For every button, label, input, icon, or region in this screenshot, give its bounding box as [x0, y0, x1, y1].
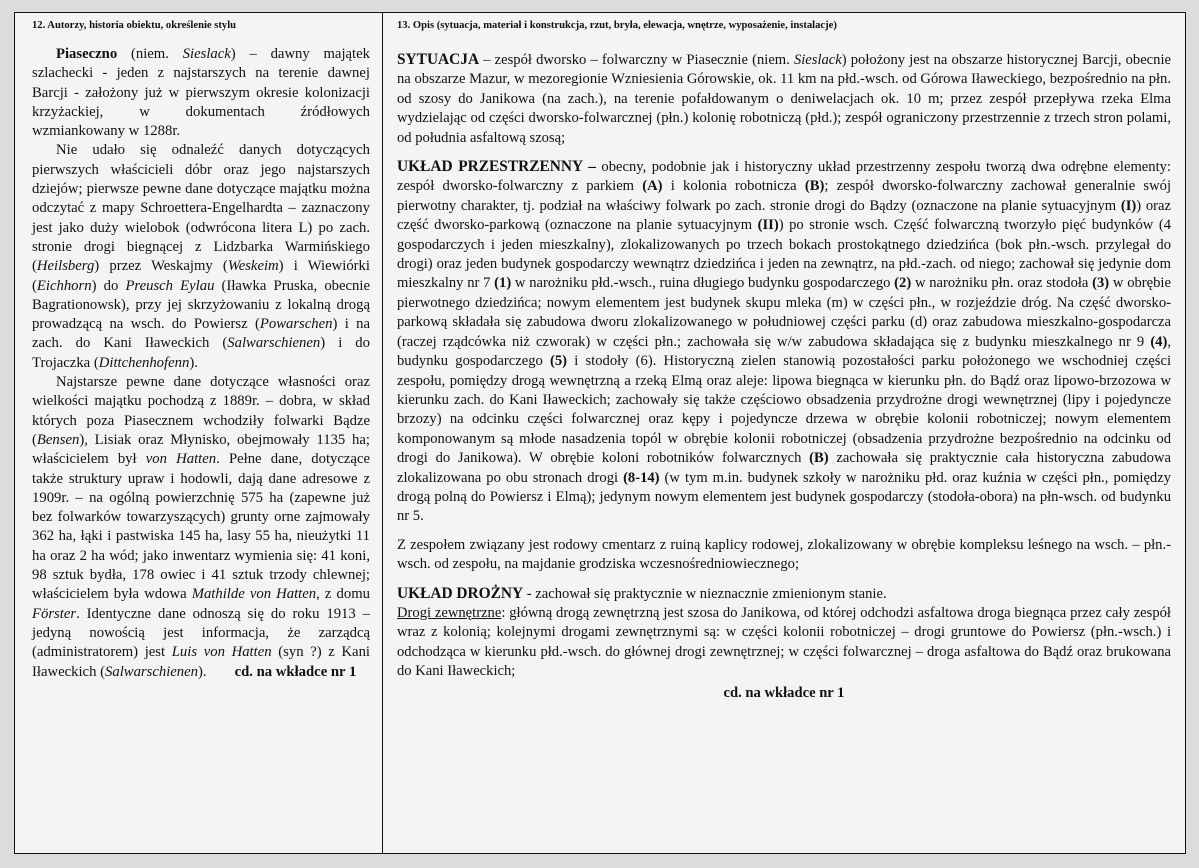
- situation-heading: SYTUACJA: [397, 51, 480, 68]
- history-continued-note: cd. na wkładce nr 1: [234, 663, 357, 680]
- history-column-header: 12. Autorzy, historia obiektu, określenie stylu: [32, 20, 237, 31]
- record-sheet: [14, 12, 1186, 854]
- external-roads-label: Drogi zewnętrzne: [397, 604, 502, 621]
- history-paragraph-3: Najstarsze pewne dane dotyczące własności oraz wielkości majątku pochodzą z 1889r. – dobra, w skład których poza Piasecznem wchodziły folwarki Bądze (Bensen), Lisiak oraz Młynisko, obejmowały 1135 ha; właścicielem był von Hatten. Pełne dane, dotyczące także struktury upraw i hodowli, dają dane adresowe z 1909r. – na ogólną powierzchnię 575 ha (zapewne już bez folwarków towarzyszących) grunty orne zajmowały 362 ha, łąki i pastwiska 145 ha, lasy 55 ha, nieużytki 11 ha oraz 2 ha wód; jako inwentarz wymienia się: 41 koni, 98 sztuk bydła, 178 owiec i 41 sztuk trzody chlewnej; właścicielem była wdowa Mathilde von Hatten, z domu Förster. Identyczne dane odnoszą się do roku 1913 – jedyną nowością jest informacja, że zarządcą (administratorem) jest Luis von Hatten (syn ?) z Kani Iławeckich (Salwarschienen). cd. na wkładce nr 1: [32, 374, 371, 680]
- history-column: [15, 13, 383, 853]
- situation-section: SYTUACJA – zespół dworsko – folwarczny w Piasecznie (niem. Sieslack) położony jest na obszarze historycznej Barcji, obecnie na obszarze Mazur, w mezoregionie Wzniesienia Górowskie, ok. 11 km na płd.-wsch. od Górowa Iławeckiego, bezpośrednio na płn. od szosy do Janikowa (na zach.), na terenie pofałdowanym o deniwelacjach ok. 10 m; przez zespół przepływa rzeka Elma wydzielając od części dworsko-folwarcznej (płn.) kolonię robotniczą (płd.); zespół ograniczony przestrzennie z trzech stron polami, od południa asfaltową szosą;: [397, 51, 1171, 146]
- road-layout-heading: UKŁAD DROŻNY: [397, 584, 524, 602]
- description-continued-note: cd. na wkładce nr 1: [723, 684, 845, 701]
- description-column: [383, 13, 1185, 853]
- road-layout-section: UKŁAD DROŻNY - zachował się praktycznie w nieznacznie zmienionym stanie. Drogi zewnętrzne: główną drogą zewnętrzną jest szosa do Janikowa, od której odchodzi asfaltowa droga biegnąca przez cały zespół wraz z kolonią; kolejnymi drogami zewnętrznymi są: w części kolonii robotniczej – drogi gruntowe do Powiersz (płn.-wsch.) i odchodząca w kierunku płd.-wsch. do głównej drogi zewnętrznej; w części folwarcznej – droga asfaltowa do Bądź oraz brukowana do Kani Iławeckich;: [397, 584, 1171, 680]
- spatial-layout-heading: UKŁAD PRZESTRZENNY –: [397, 158, 596, 176]
- history-paragraph-2: Nie udało się odnaleźć danych dotyczących pierwszych właścicieli dóbr oraz jego najstarszych dziejów; pierwsze pewne dane dotyczące majątku można odczytać z mapy Schroettera-Engelhardta – zaznaczony jest jako duży wielobok (odwrócona litera L) po zach. stronie drogi biegnącej z Lidzbarka Warmińskiego (Heilsberg) przez Weskajmy (Weskeim) i Wiewiórki (Eichhorn) do Preusch Eylau (Iławka Pruska, obecnie Bagrationowsk), przy jej skrzyżowaniu z lokalną drogą prowadzącą na wsch. do Powiersz (Powarschen) i na zach. do Kani Iławeckich (Salwarschienen) i do Trojaczka (Dittchenhofenn).: [32, 142, 370, 371]
- history-paragraph-1: Piaseczno (niem. Sieslack) – dawny majątek szlachecki - jeden z najstarszych na terenie dawnej Barcji - założony już w pierwszym okresie kolonizacji krzyżackiej, w dokumentach źródłowych wzmiankowany w 1288r.: [32, 46, 370, 140]
- place-name: Piaseczno: [56, 46, 118, 62]
- description-column-header: 13. Opis (sytuacja, materiał i konstrukcja, rzut, bryła, elewacja, wnętrze, wyposażenie, instalacje): [397, 20, 837, 31]
- spatial-layout-section: UKŁAD PRZESTRZENNY – obecny, podobnie jak i historyczny układ przestrzenny zespołu tworzą dwa odrębne elementy: zespół dworsko-folwarczny z parkiem (A) i kolonia robotnicza (B); zespół dworsko-folwarczny zachował generalnie swój pierwotny charakter, tj. podział na właściwy folwark po zach. stronie drogi do Bądzy (oznaczone na planie sytuacyjnym (I)) oraz część dworsko-parkową (oznaczone na planie sytuacyjnym (II)) po stronie wsch. Część folwarczną tworzyło pięć budynków (4 gospodarczych i jeden mieszkalny), zlokalizowanych po trzech bokach prostokątnego dziedzińca (bok płn.-wsch. przylegał do drogi) oraz jeden budynek gospodarczy wewnątrz dziedzińca i jeden na zewnątrz, na płd.-zach. od niego; zachował się jedynie dom mieszkalny nr 7 (1) w narożniku płd.-wsch., ruina długiego budynku gospodarczego (2) w narożniku płn. oraz stodoła (3) w obrębie pierwotnego dziedzińca; nowym elementem jest budynek skupu mleka (m) w części płn., w rozjeździe dróg. Na część dworsko-parkową składała się zabudowa dworu zlokalizowanego w południowej części parku (d) oraz zabudowa mieszkalno-gospodarcza (raczej rządcówka niż czworak) w części płn.; zachowała się w/w zabudowa składająca się z budynku mieszkalnego nr 9 (4), budynku gospodarczego (5) i stodoły (6). Historyczną zielen stanowią pozostałości parku położonego we wschodniej części zespołu, pomiędzy drogą wewnętrzną a rzeką Elmą oraz aleje: lipowa biegnąca w kierunku płn. do Bądź oraz lipowo-brzozowa w kierunku zach. do Kani Iławeckich; zachowały się także częściowo obsadzenia przydrożne drogi wewnętrznej (lipy i pojedyncze brzozy) na odcinku części folwarcznej oraz kępy i pojedyncze drzewa w obrębie kolonii robotniczej; nowym elementem komponowanym są młode nasadzenia topól w obrębie kolonii robotniczej (obsadzenia przydrożne bezpośrednio na odcinku od drogi do Janikowa). W obrębie koloni robotników folwarcznych (B) zachowała się praktycznie cała historyczna zabudowa zlokalizowana po obu stronach drogi (8-14) (w tym m.in. budynek szkoły w narożniku płd. oraz kuźnia w części płn., pomiędzy drogą polną do Powiersz i Elmą); jedynym nowym elementem jest budynek gospodarczy (stodoła-obora) na płn-wsch. od budynku nr 5.: [397, 158, 1172, 525]
- cemetery-paragraph: Z zespołem związany jest rodowy cmentarz z ruiną kaplicy rodowej, zlokalizowany w obrębie kompleksu leśnego na wsch. – płn.-wsch. od zespołu, na majdanie grodziska wczesnośredniowiecznego;: [397, 536, 1171, 573]
